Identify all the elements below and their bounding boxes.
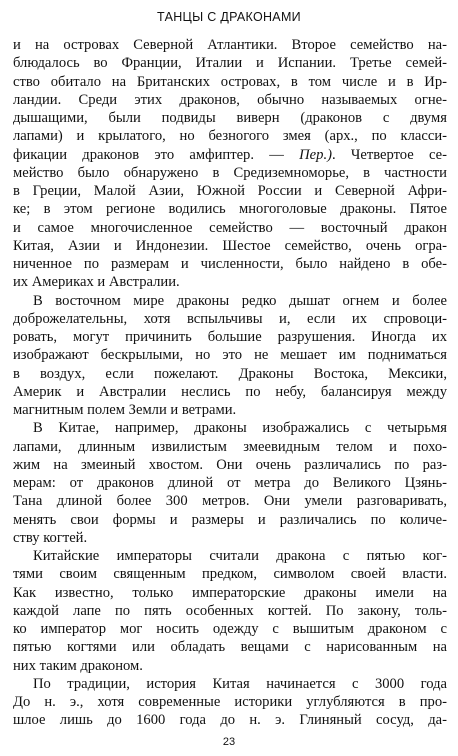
paragraph (13, 419, 447, 547)
text-line: шлое лишь до 1600 года до н. э. Глиняный сосуд, да- (13, 712, 447, 729)
text-line: в Греции, Малой Азии, Южной России и Северной Афри- (13, 183, 447, 199)
text-line: их Америках и Австралии. (13, 274, 180, 291)
text-line: и самое многочисленное семейство — восточный дракон (13, 219, 447, 236)
text-line: каждой лапе по пять особенных когтей. По закону, толь- (13, 602, 447, 619)
text-line: фикации драконов это амфиптер. — Пер.). Четвертое се- (13, 146, 447, 163)
text-line: мейство было обнаружено в Средиземноморье, в частности (13, 164, 447, 181)
paragraph (13, 547, 447, 675)
text-line: лапами, длинным извилистым змеевидным телом и похо- (13, 438, 447, 455)
text-line: ниченное по размерам и численности, было найдено в обе- (13, 256, 447, 272)
text-line: и на островах Северной Атлантики. Второе семейство на- (13, 37, 447, 53)
text-line: жим на змеиный хвостом. Они очень различались по раз- (13, 456, 447, 473)
text-line: ке; в этом регионе водились многоголовые драконы. Пятое (13, 201, 447, 218)
text-line: доброжелательны, хотя вспыльчивы и, если их спровоци- (13, 310, 447, 327)
paragraph (13, 292, 447, 420)
text-line: ровать, могут причинить большие разрушения. Иногда их (13, 329, 447, 345)
body-text (13, 36, 447, 730)
text-line: изображают бескрылыми, но это не мешает им подниматься (13, 347, 447, 364)
text-line: ко император мог носить одежду с вышитым драконом с (13, 621, 447, 637)
text-line: По традиции, история Китая начинается с 3000 года (33, 675, 447, 692)
text-line: Как известно, только императорские драконы имели на (13, 584, 447, 601)
text-line: дышащими, были подвиды виверн (драконов с двумя (13, 110, 447, 126)
running-head: ТАНЦЫ С ДРАКОНАМИ (157, 10, 301, 24)
text-line: До н. э., хотя современные историки углубляются в про- (13, 694, 447, 710)
text-line: В восточном мире драконы редко дышат огнем и более (33, 292, 447, 309)
text-line: Тана длиной более 300 метров. Они умели разговаривать, (13, 493, 447, 510)
text-line: тями своим священным предком, символом своей власти. (13, 566, 447, 583)
text-line: ландии. Среди этих драконов, обычно называемых огне- (13, 91, 447, 108)
paragraph (13, 675, 447, 730)
text-line: Китая, Азии и Индонезии. Шестое семейство, очень огра- (13, 237, 447, 254)
text-line: в воздух, если пожелают. Драконы Востока, Мексики, (13, 365, 447, 382)
text-line: блюдалось во Франции, Италии и Испании. Третье семей- (13, 55, 447, 72)
translator-note: Пер.) (299, 146, 332, 163)
text-line: них таким драконом. (13, 657, 143, 674)
text-line: менять свои формы и размеры и различались по количе- (13, 511, 447, 528)
text-line: Китайские императоры считали дракона с пятью ког- (33, 548, 447, 564)
text-line: ству когтей. (13, 529, 88, 546)
paragraph (13, 36, 447, 292)
text-line: мерам: от драконов длиной от метра до Великого Цзянь- (13, 475, 447, 491)
text-line: лапами) и крылатого, но безногого змея (арх., по класси- (13, 128, 447, 145)
text-line: ство обитало на Британских островах, в том числе и в Ир- (13, 73, 447, 90)
text-line: Америк и Австралии неслись по небу, балансируя между (13, 383, 447, 400)
text-line: магнитным полем Земли и ветрами. (13, 402, 237, 418)
text-line: В Китае, например, драконы изображались с четырьмя (33, 420, 447, 437)
page-number: 23 (222, 736, 236, 748)
text-line: пятью когтями или обладать вещами с нарисованным на (13, 639, 447, 656)
